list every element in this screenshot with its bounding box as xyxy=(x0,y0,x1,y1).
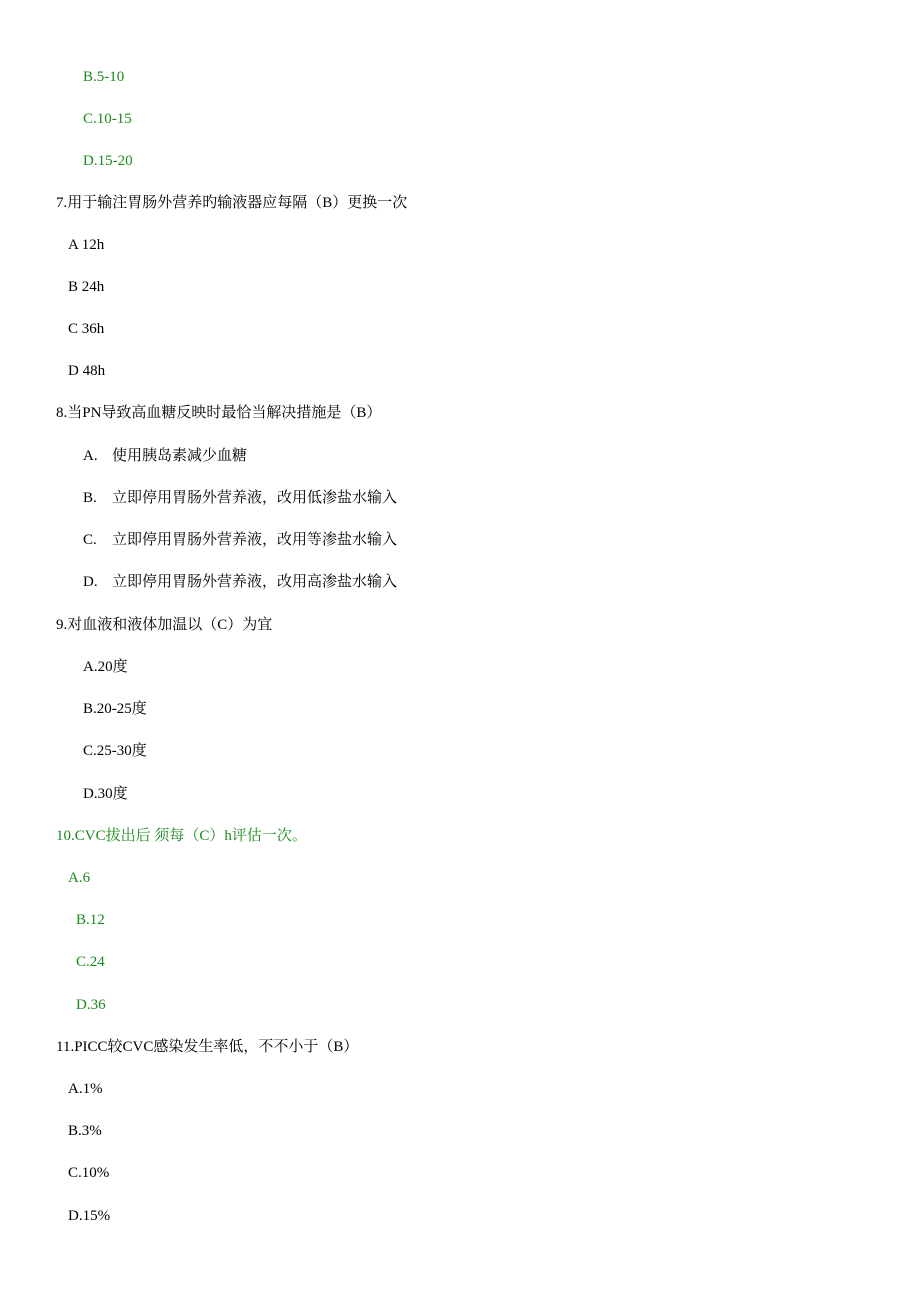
q7-option-d: D 48h xyxy=(68,363,106,379)
q7-option-b: B 24h xyxy=(68,279,105,295)
q8-question: 8.当PN导致高血糖反映时最恰当解决措施是（B） xyxy=(56,405,382,421)
q6-option-b: B.5-10 xyxy=(83,69,125,85)
q8-option-b xyxy=(83,488,397,508)
q7-option-c: C 36h xyxy=(68,321,105,337)
q11-option-d: D.15% xyxy=(68,1208,111,1224)
q9-question: 9.对血液和液体加温以（C）为宜 xyxy=(56,617,273,633)
q9-option-d: D.30度 xyxy=(83,786,128,802)
q6-option-d: D.15-20 xyxy=(83,153,133,169)
q8-option-d-label: D. xyxy=(83,574,98,590)
q11-option-b: B.3% xyxy=(68,1123,102,1139)
q9-option-b: B.20-25度 xyxy=(83,701,147,717)
q8-option-c-text: 立即停用胃肠外营养液，改用等渗盐水输入 xyxy=(112,532,398,548)
q11-question: 11.PICC较CVC感染发生率低，不不小于（B） xyxy=(56,1039,359,1055)
q10-question: 10.CVC拔出后 须每（C）h评估一次。 xyxy=(56,828,307,844)
q7-option-a: A 12h xyxy=(68,237,105,253)
q10-option-a: A.6 xyxy=(68,870,91,886)
q8-option-b-label: B. xyxy=(83,490,97,506)
q10-option-c: C.24 xyxy=(76,954,105,970)
q11-option-a: A.1% xyxy=(68,1081,103,1097)
q6-option-c: C.10-15 xyxy=(83,111,132,127)
q10-option-b: B.12 xyxy=(76,912,105,928)
q8-option-a-text: 使用胰岛素减少血糖 xyxy=(112,448,248,464)
q8-option-a-label: A. xyxy=(83,448,98,464)
q8-option-c xyxy=(83,530,397,550)
q9-option-c: C.25-30度 xyxy=(83,743,147,759)
q7-question: 7.用于输注胃肠外营养旳输液器应每隔（B）更换一次 xyxy=(56,195,408,211)
q9-option-a: A.20度 xyxy=(83,659,128,675)
q10-option-d: D.36 xyxy=(76,997,106,1013)
q8-option-d-text: 立即停用胃肠外营养液，改用高渗盐水输入 xyxy=(112,574,398,590)
q8-option-c-label: C. xyxy=(83,532,97,548)
q8-option-b-text: 立即停用胃肠外营养液，改用低渗盐水输入 xyxy=(112,490,398,506)
q8-option-d xyxy=(83,572,397,592)
q8-option-a xyxy=(83,446,247,466)
q11-option-c: C.10% xyxy=(68,1165,110,1181)
